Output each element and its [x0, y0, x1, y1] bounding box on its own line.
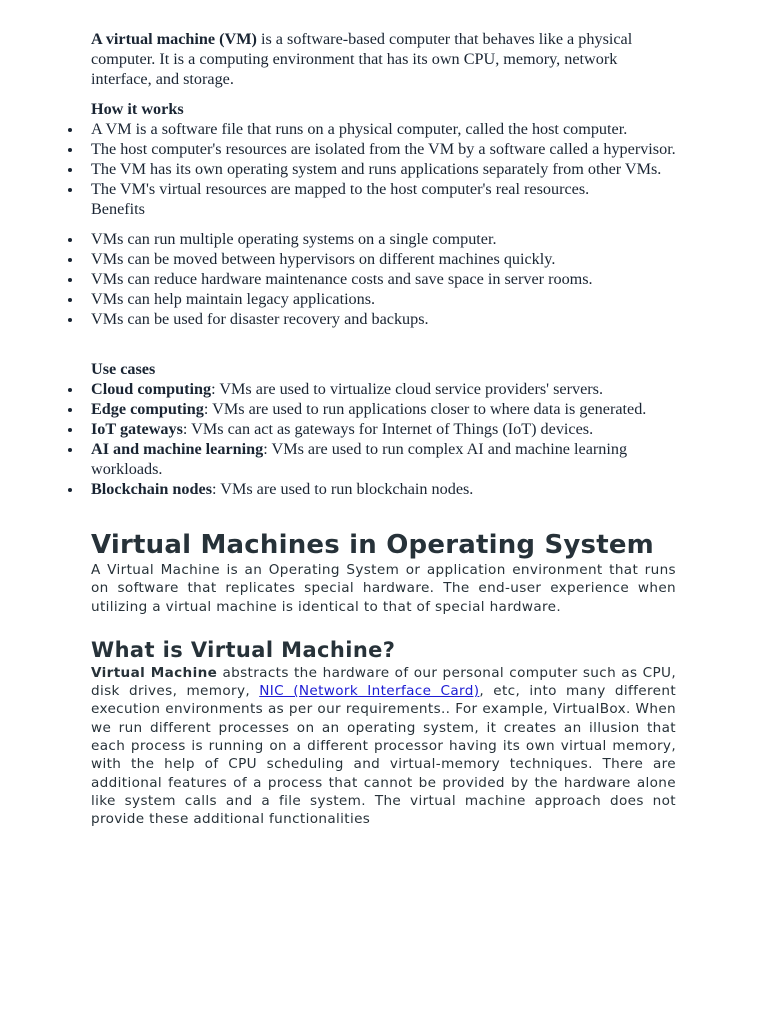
use-cases-heading: Use cases: [91, 360, 156, 378]
use-case-term: Cloud computing: [91, 380, 212, 398]
list-item: A VM is a software file that runs on a physical computer, called the host computer.: [91, 119, 676, 139]
list-item: VMs can reduce hardware maintenance costs and save space in server rooms.: [91, 269, 676, 289]
list-item: [91, 479, 676, 499]
how-it-works-heading: How it works: [91, 100, 184, 118]
list-item: VMs can help maintain legacy applications.: [91, 289, 676, 309]
use-case-desc: : VMs are used to run complex AI and machine learning workloads.: [91, 440, 628, 478]
list-item: [91, 399, 676, 419]
list-item: VMs can be moved between hypervisors on different machines quickly.: [91, 249, 676, 269]
list-item-text: The VM's virtual resources are mapped to the host computer's real resources.: [91, 180, 590, 198]
os-section-body: A Virtual Machine is an Operating System or application environment that runs on software that replicates special hardware. The end-user experience when utilizing a virtual machine is identical to that of special hardware.: [91, 562, 676, 615]
os-section-title: Virtual Machines in Operating System: [91, 530, 654, 560]
vm-text-before-link: abstracts the hardware of our personal computer such as CPU, disk drives, memory,: [91, 664, 676, 700]
nic-link[interactable]: NIC (Network Interface Card): [259, 683, 480, 700]
use-case-desc: : VMs are used to virtualize cloud service providers' servers.: [211, 380, 603, 398]
how-it-works-list: [91, 119, 676, 219]
use-case-term: Edge computing: [91, 400, 204, 418]
benefits-list: [91, 229, 676, 329]
use-case-term: AI and machine learning: [91, 440, 264, 458]
intro-term: A virtual machine (VM): [91, 30, 257, 48]
use-case-term: Blockchain nodes: [91, 480, 212, 498]
use-case-desc: : VMs are used to run blockchain nodes.: [212, 480, 474, 498]
list-item: The VM has its own operating system and runs applications separately from other VMs.: [91, 159, 676, 179]
list-item: The host computer's resources are isolated from the VM by a software called a hypervisor.: [91, 140, 676, 158]
intro-text: is a software-based computer that behaves like a physical computer. It is a computing environment that has its own CPU, memory, network interface, and storage.: [91, 30, 633, 88]
use-case-term: IoT gateways: [91, 420, 183, 438]
list-item: VMs can be used for disaster recovery and backups.: [91, 309, 676, 329]
list-item: [91, 179, 676, 219]
what-is-vm-title: What is Virtual Machine?: [91, 637, 396, 662]
use-cases-list: [91, 379, 676, 499]
list-item: [91, 419, 676, 439]
vm-text-after-link: , etc, into many different execution environments as per our requirements.. For example, VirtualBox. When we run different processes on an operating system, it creates an illusion that each process is running on a different processor having its own virtual memory, with the help of CPU scheduling and virtual-memory techniques. There are additional features of a process that cannot be provided by the hardware alone like system calls and a file system. The virtual machine approach does not provide these additional functionalities: [91, 683, 677, 828]
list-item: [91, 379, 676, 399]
list-item: VMs can run multiple operating systems on a single computer.: [91, 229, 676, 249]
use-case-desc: : VMs can act as gateways for Internet of Things (IoT) devices.: [182, 420, 594, 438]
vm-term: Virtual Machine: [91, 664, 218, 681]
what-is-vm-body: [91, 664, 676, 829]
list-item: [91, 439, 676, 479]
use-case-desc: : VMs are used to run applications closer to where data is generated.: [203, 400, 647, 418]
benefits-label: Benefits: [91, 200, 145, 218]
intro-paragraph: [91, 0, 676, 89]
